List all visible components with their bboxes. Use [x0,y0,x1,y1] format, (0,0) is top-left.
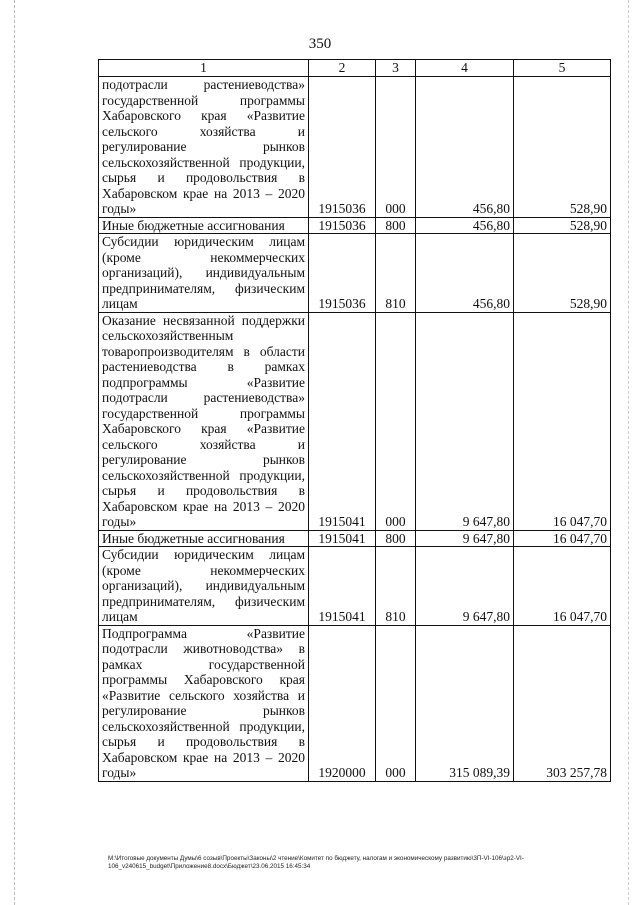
expense-type-code: 800 [376,217,416,234]
expense-type-code: 000 [376,625,416,781]
target-article-code: 1915036 [309,234,376,313]
expense-type-code: 000 [376,312,416,530]
header-col-3: 3 [376,60,416,77]
amount-year-2: 16 047,70 [514,547,611,626]
expense-type-code: 810 [376,234,416,313]
amount-year-2: 528,90 [514,234,611,313]
amount-year-2: 528,90 [514,217,611,234]
row-description: Иные бюджетные ассигнования [99,530,309,547]
amount-year-1: 9 647,80 [416,530,514,547]
target-article-code: 1915041 [309,312,376,530]
target-article-code: 1915036 [309,77,376,218]
table-row [99,234,611,313]
page-number: 350 [308,36,332,52]
amount-year-1: 456,80 [416,77,514,218]
header-col-5: 5 [514,60,611,77]
header-col-2: 2 [309,60,376,77]
table-row [99,77,611,218]
amount-year-1: 456,80 [416,234,514,313]
amount-year-2: 303 257,78 [514,625,611,781]
row-description: Подпрограмма «Развитие подотрасли животноводства» в рамках государственной программы Хабаровского края «Развитие сельского хозяйства и регулирование рынков сельскохозяйственной продукции, сырья и продовольствия в Хабаровском крае на 2013 – 2020 годы» [99,625,309,781]
expense-type-code: 800 [376,530,416,547]
row-description: Субсидии юридическим лицам (кроме некоммерческих организаций), индивидуальным предпринимателям, физическим лицам [99,547,309,626]
row-description: подотрасли растениеводства» государственной программы Хабаровского края «Развитие сельского хозяйства и регулирование рынков сельскохозяйственной продукции, сырья и продовольствия в Хабаровском крае на 2013 – 2020 годы» [99,77,309,218]
target-article-code: 1920000 [309,625,376,781]
document-path-footer: M:\Итоговые документы Думы\6 созыв\Проекты\Законы\2 чтение\Комитет по бюджету, налогам и экономическому развитию\3П-VI-106\зр2-VI-106_v240615_budget\Приложение8.docx\Бюджет\23.06.2015 16:45:34 [108,855,524,870]
row-description: Иные бюджетные ассигнования [99,217,309,234]
target-article-code: 1915041 [309,530,376,547]
left-margin-line [14,0,16,905]
table-header-row [99,60,611,77]
amount-year-2: 16 047,70 [514,312,611,530]
amount-year-1: 9 647,80 [416,547,514,626]
table-row [99,312,611,530]
row-description: Субсидии юридическим лицам (кроме некоммерческих организаций), индивидуальным предпринимателям, физическим лицам [99,234,309,313]
target-article-code: 1915041 [309,547,376,626]
amount-year-2: 16 047,70 [514,530,611,547]
expense-type-code: 810 [376,547,416,626]
table-row [99,625,611,781]
header-col-1: 1 [99,60,309,77]
target-article-code: 1915036 [309,217,376,234]
table-row [99,217,611,234]
amount-year-1: 315 089,39 [416,625,514,781]
table-row [99,530,611,547]
right-margin-line [628,0,630,905]
row-description: Оказание несвязанной поддержки сельскохозяйственным товаропроизводителям в области растениеводства в рамках подпрограммы «Развитие подотрасли растениеводства» государственной программы Хабаровского края «Развитие сельского хозяйства и регулирование рынков сельскохозяйственной продукции, сырья и продовольствия в Хабаровском крае на 2013 – 2020 годы» [99,312,309,530]
amount-year-1: 456,80 [416,217,514,234]
expense-type-code: 000 [376,77,416,218]
amount-year-1: 9 647,80 [416,312,514,530]
budget-table [98,59,611,782]
table-row [99,547,611,626]
header-col-4: 4 [416,60,514,77]
amount-year-2: 528,90 [514,77,611,218]
